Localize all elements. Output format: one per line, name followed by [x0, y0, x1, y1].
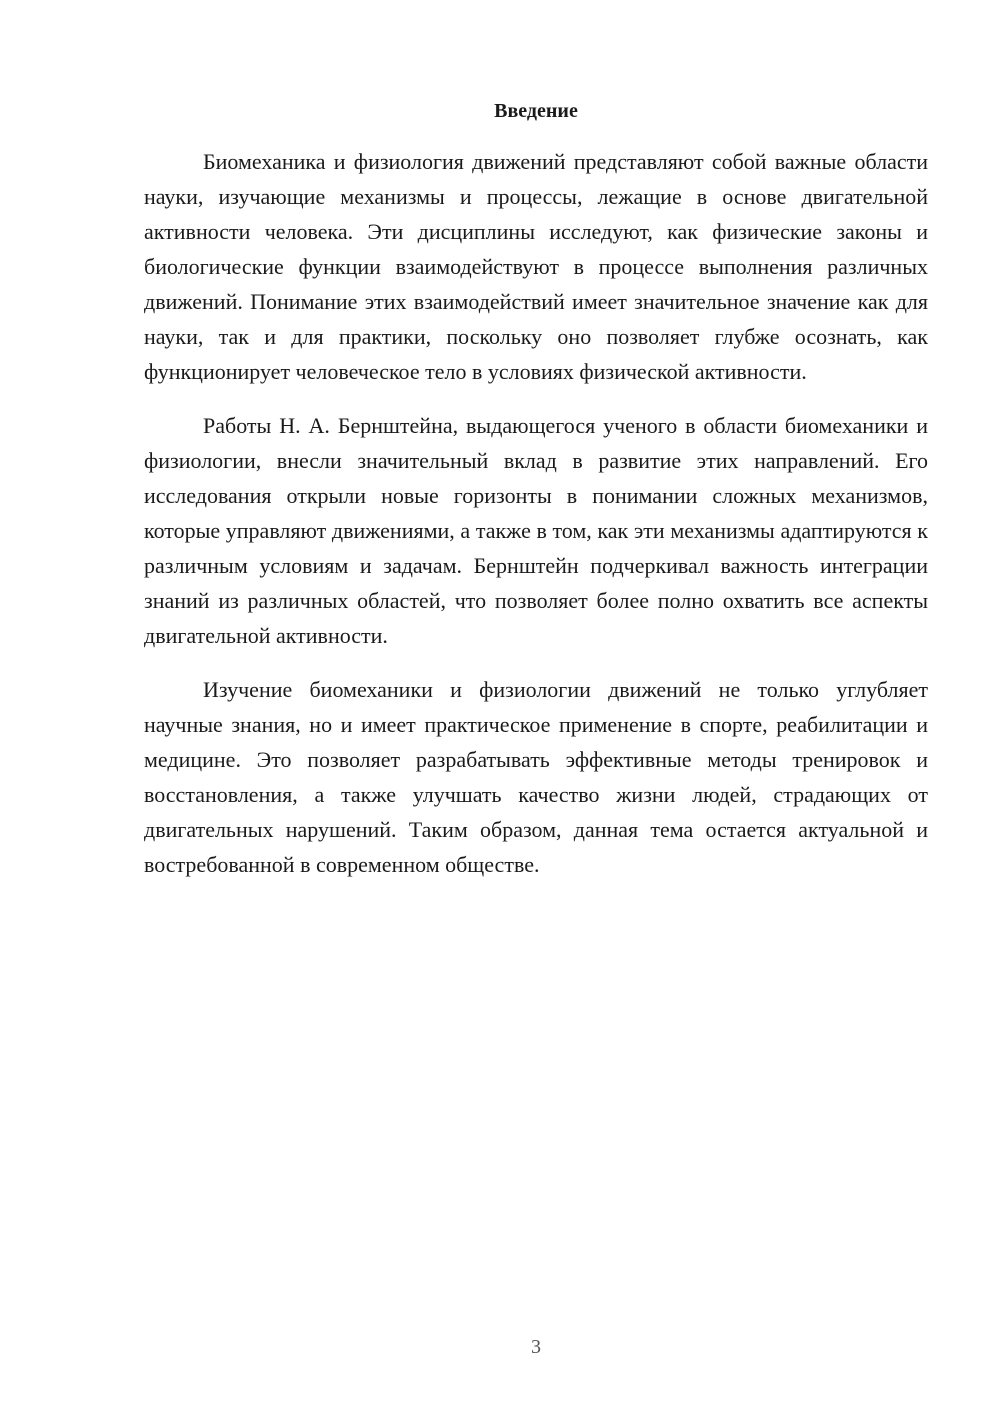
paragraph-2: Работы Н. А. Бернштейна, выдающегося ученого в области биомеханики и физиологии, внесли значительный вклад в развитие этих направлений. Его исследования открыли новые горизонты в понимании сложных механизмов, которые управляют движениями, а также в том, как эти механизмы адаптируются к различным условиям и задачам. Бернштейн подчеркивал важность интеграции знаний из различных областей, что позволяет более полно охватить все аспекты двигательной активности. [144, 413, 928, 648]
body-text [144, 144, 928, 901]
paragraph-1: Биомеханика и физиология движений представляют собой важные области науки, изучающие механизмы и процессы, лежащие в основе двигательной активности человека. Эти дисциплины исследуют, как физические законы и биологические функции взаимодействуют в процессе выполнения различных движений. Понимание этих взаимодействий имеет значительное значение как для науки, так и для практики, поскольку оно позволяет глубже осознать, как функционирует человеческое тело в условиях физической активности. [144, 149, 928, 384]
page-number: 3 [531, 1336, 541, 1358]
paragraph-3: Изучение биомеханики и физиологии движений не только углубляет научные знания, но и имеет практическое применение в спорте, реабилитации и медицине. Это позволяет разрабатывать эффективные методы тренировок и восстановления, а также улучшать качество жизни людей, страдающих от двигательных нарушений. Таким образом, данная тема остается актуальной и востребованной в современном обществе. [144, 677, 928, 877]
section-heading: Введение [494, 100, 578, 122]
